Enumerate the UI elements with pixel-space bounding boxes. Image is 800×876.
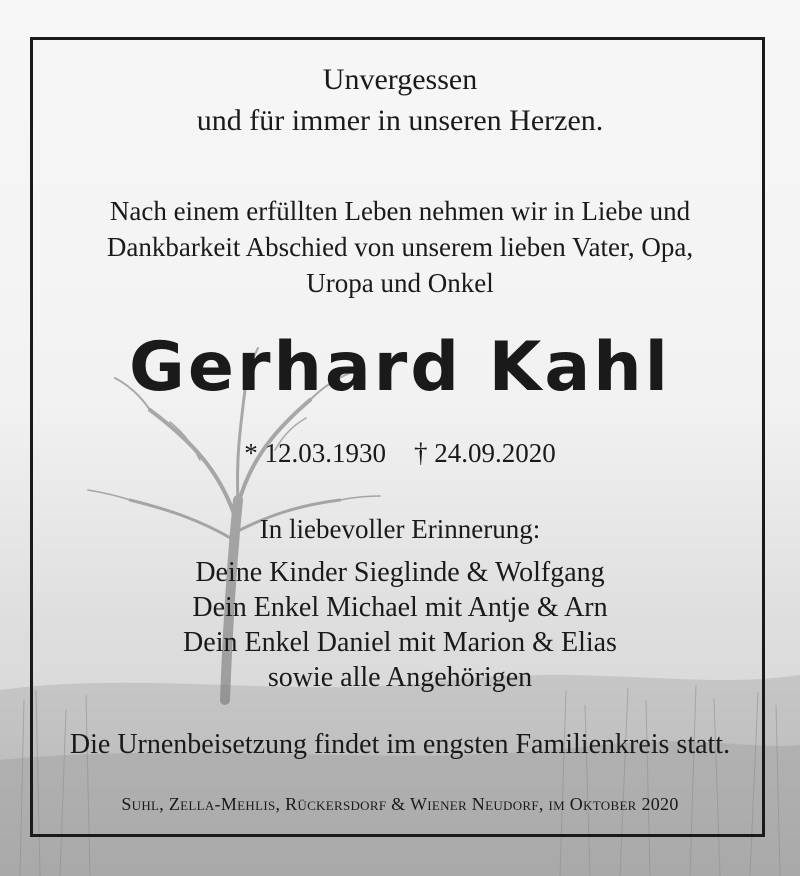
intro-line-2: Dankbarkeit Abschied von unserem lieben Vater, Opa, bbox=[106, 232, 694, 262]
place-and-date-footer: Suhl, Zella-Mehlis, Rückersdorf & Wiener Neudorf, im Oktober 2020 bbox=[121, 794, 679, 814]
birth-date: * 12.03.1930 bbox=[244, 438, 386, 468]
mourner-line: Dein Enkel Michael mit Antje & Arn bbox=[192, 592, 608, 623]
headline-line-1: Unvergessen bbox=[322, 63, 478, 96]
intro-line-3: Uropa und Onkel bbox=[306, 268, 494, 298]
mourner-line: sowie alle Angehörigen bbox=[267, 662, 533, 693]
headline-line-2: und für immer in unseren Herzen. bbox=[196, 104, 604, 137]
burial-note: Die Urnenbeisetzung findet im engsten Familienkreis statt. bbox=[69, 729, 731, 760]
mourners-heading: In liebevoller Erinnerung: bbox=[259, 514, 541, 544]
life-dates bbox=[0, 436, 800, 470]
intro-line-1: Nach einem erfüllten Leben nehmen wir in Liebe und bbox=[109, 196, 691, 226]
deceased-name: Gerhard Kahl bbox=[129, 328, 671, 407]
mourner-line: Dein Enkel Daniel mit Marion & Elias bbox=[183, 627, 617, 658]
death-date: † 24.09.2020 bbox=[414, 438, 556, 468]
mourner-line: Deine Kinder Sieglinde & Wolfgang bbox=[195, 557, 605, 588]
